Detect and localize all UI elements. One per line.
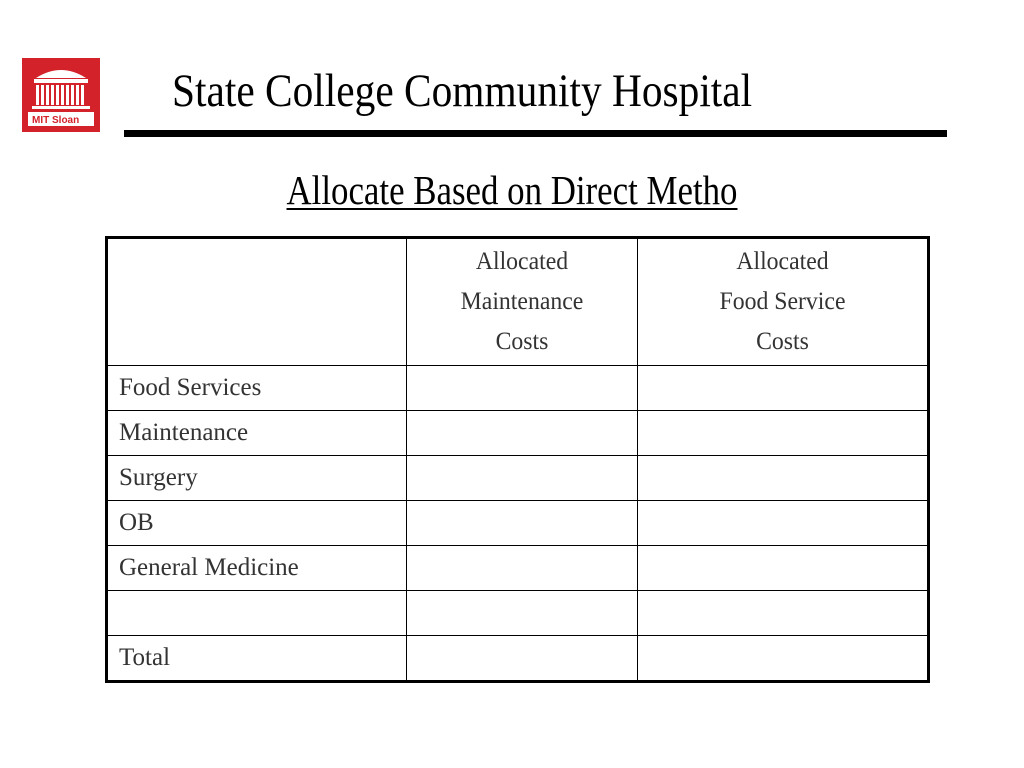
table-cell <box>638 546 929 591</box>
table-cell <box>638 591 929 636</box>
page-title: State College Community Hospital <box>172 65 753 117</box>
table-header-maintenance <box>407 238 638 366</box>
table-row <box>107 546 929 591</box>
header-line: Costs <box>495 328 549 355</box>
table-row <box>107 636 929 682</box>
table-cell <box>407 456 638 501</box>
table-row <box>107 501 929 546</box>
table-cell <box>638 366 929 411</box>
table-cell <box>638 501 929 546</box>
logo-text: MIT Sloan <box>32 115 80 126</box>
table-cell <box>638 636 929 682</box>
title-divider <box>124 130 947 137</box>
table-header-blank <box>107 238 407 366</box>
row-label: Food Services <box>107 366 407 411</box>
table-row <box>107 411 929 456</box>
row-label: Total <box>107 636 407 682</box>
header-line: Allocated <box>475 248 569 275</box>
header-line: Food Service <box>719 288 846 315</box>
table-header-food-service <box>638 238 929 366</box>
table-cell <box>407 546 638 591</box>
table-cell <box>407 501 638 546</box>
table-row <box>107 456 929 501</box>
table-row <box>107 591 929 636</box>
row-label: OB <box>107 501 407 546</box>
header-line: Allocated <box>736 248 829 275</box>
header-line: Maintenance <box>460 288 584 315</box>
row-label: Surgery <box>107 456 407 501</box>
table-cell <box>638 456 929 501</box>
row-label <box>107 591 407 636</box>
row-label: Maintenance <box>107 411 407 456</box>
slide-subtitle: Allocate Based on Direct Metho <box>286 167 738 213</box>
row-label: General Medicine <box>107 546 407 591</box>
table-cell <box>638 411 929 456</box>
allocation-table <box>105 236 930 683</box>
table-cell <box>407 636 638 682</box>
table-row <box>107 366 929 411</box>
table-cell <box>407 591 638 636</box>
table-header-row <box>107 238 929 366</box>
table-cell <box>407 366 638 411</box>
table-cell <box>407 411 638 456</box>
header-line: Costs <box>756 328 809 355</box>
